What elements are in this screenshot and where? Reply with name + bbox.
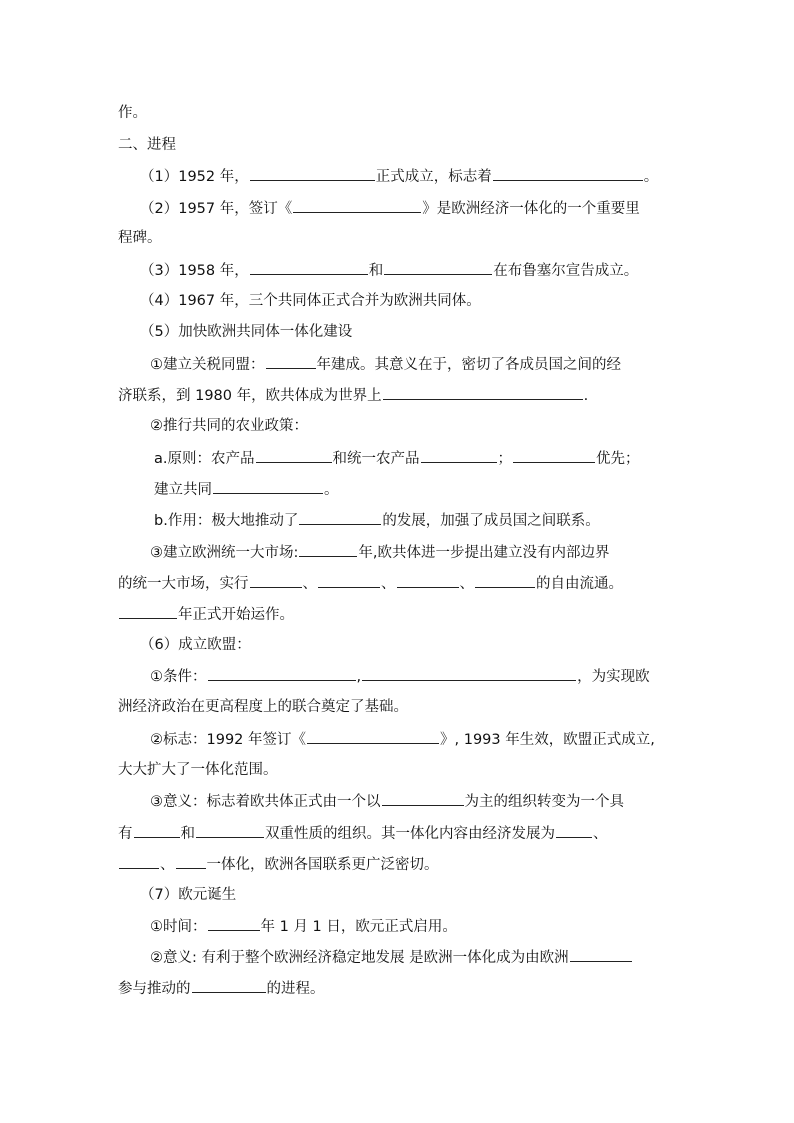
fill-blank[interactable] <box>493 166 643 181</box>
fill-blank[interactable] <box>266 354 316 369</box>
fill-blank[interactable] <box>513 448 595 463</box>
fill-blank[interactable] <box>119 854 159 869</box>
text-line: 洲经济政治在更高程度上的联合奠定了基础。 <box>118 699 408 715</box>
fill-blank[interactable] <box>383 385 583 400</box>
text-line: 大大扩大了一体化范围。 <box>118 762 278 778</box>
agri-policy-line: ②推行共同的农业政策： <box>150 418 308 434</box>
text-line: 济联系，到 1980 年，欧共体成为世界上 . <box>118 385 588 405</box>
fill-blank[interactable] <box>556 823 592 838</box>
fill-blank[interactable] <box>208 666 356 681</box>
fill-blank[interactable] <box>250 166 375 181</box>
item-2-line: （2）1957 年，签订《 》是欧洲经济一体化的一个重要里 <box>140 198 640 218</box>
effect-line: b.作用：极大地推动了 的发展，加强了成员国之间联系。 <box>154 510 600 530</box>
fill-blank[interactable] <box>256 448 332 463</box>
sign-line: ②标志：1992 年签订《 》, 1993 年生效，欧盟正式成立, <box>150 729 655 749</box>
euro-time-line: ①时间： 年 1 月 1 日，欧元正式启用。 <box>150 916 457 936</box>
fill-blank[interactable] <box>176 854 206 869</box>
principle-line: a.原则：农产品 和统一农产品 ； 优先； <box>154 448 640 468</box>
fill-blank[interactable] <box>299 542 357 557</box>
fill-blank[interactable] <box>307 729 439 744</box>
fill-blank[interactable] <box>475 573 535 588</box>
fill-blank[interactable] <box>318 573 380 588</box>
text-line: 、 一体化，欧洲各国联系更广泛密切。 <box>118 854 439 874</box>
text-line: 有 和 双重性质的组织。其一体化内容由经济发展为 、 <box>118 823 608 843</box>
fill-blank[interactable] <box>250 260 368 275</box>
text-line: 程碑。 <box>118 230 162 246</box>
customs-union-line: ①建立关税同盟： 年建成。其意义在于，密切了各成员国之间的经 <box>150 354 621 374</box>
fill-blank[interactable] <box>397 573 459 588</box>
item-5-line: （5）加快欧洲共同体一体化建设 <box>140 324 353 340</box>
fill-blank[interactable] <box>250 573 302 588</box>
item-7-line: （7）欧元诞生 <box>140 887 237 903</box>
item-1-line: （1）1952 年， 正式成立，标志着 。 <box>140 166 658 186</box>
fill-blank[interactable] <box>384 260 492 275</box>
single-market-line: ③建立欧洲统一大市场: 年,欧共体进一步提出建立没有内部边界 <box>150 542 610 562</box>
fill-blank[interactable] <box>570 947 632 962</box>
text-line: 参与推动的 的进程。 <box>118 978 325 998</box>
euro-meaning-line: ②意义: 有利于整个欧洲经济稳定地发展 是欧洲一体化成为由欧洲 <box>150 947 633 967</box>
fill-blank[interactable] <box>299 510 381 525</box>
fill-blank[interactable] <box>119 604 177 619</box>
fill-blank[interactable] <box>134 823 180 838</box>
condition-line: ①条件： , ，为实现欧 <box>150 666 650 686</box>
text-line: 建立共同 。 <box>154 479 339 499</box>
fill-blank[interactable] <box>362 666 576 681</box>
fill-blank[interactable] <box>196 823 264 838</box>
fill-blank[interactable] <box>421 448 497 463</box>
section-heading: 二、进程 <box>118 137 176 153</box>
fill-blank[interactable] <box>213 479 323 494</box>
fill-blank[interactable] <box>208 916 260 931</box>
fill-blank[interactable] <box>293 198 421 213</box>
item-6-line: （6）成立欧盟： <box>140 637 251 653</box>
text-line: 年正式开始运作。 <box>118 604 294 624</box>
fill-blank[interactable] <box>192 978 266 993</box>
fill-blank[interactable] <box>382 791 464 806</box>
significance-line: ③意义：标志着欧共体正式由一个以 为主的组织转变为一个具 <box>150 791 624 811</box>
text-line: 作。 <box>118 105 147 121</box>
text-line: 的统一大市场，实行 、 、 、 的自由流通。 <box>118 573 623 593</box>
item-3-line: （3）1958 年， 和 在布鲁塞尔宣告成立。 <box>140 260 638 280</box>
item-4-line: （4）1967 年，三个共同体正式合并为欧洲共同体。 <box>140 293 481 309</box>
